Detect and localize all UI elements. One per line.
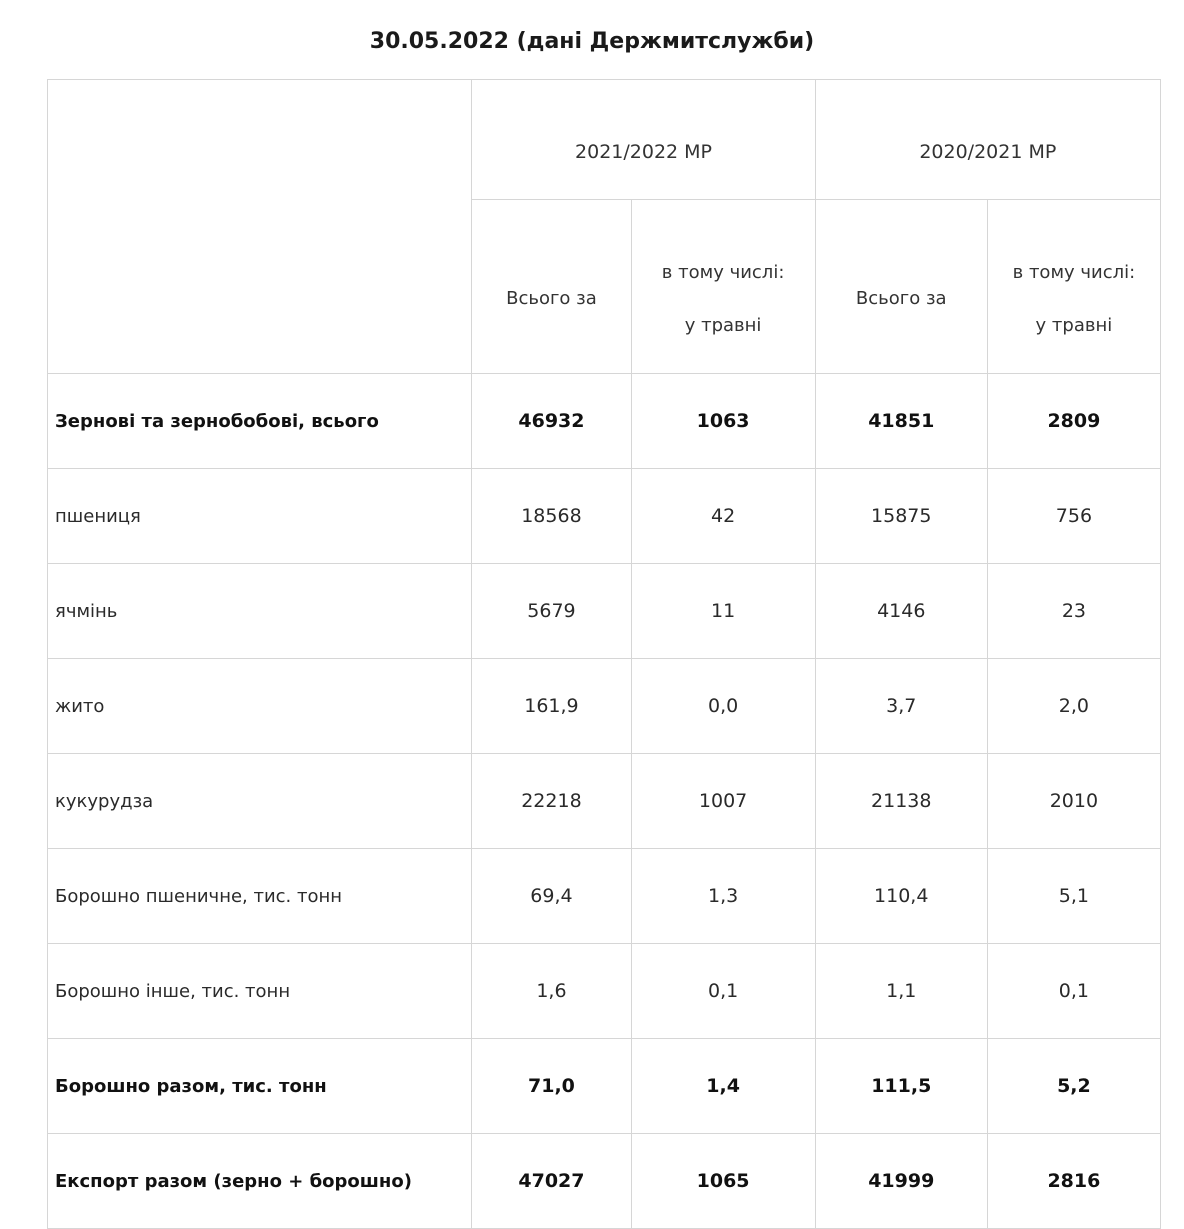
period-header-2021-2022: 2021/2022 МР: [472, 80, 815, 200]
period-header-2020-2021: 2020/2021 МР: [815, 80, 1160, 200]
subheader-total-2021-2022: [472, 200, 631, 374]
cell-may-2021-2022: 1007: [631, 754, 815, 849]
row-label: ячмінь: [48, 564, 472, 659]
cell-total-2020-2021: 111,5: [815, 1039, 987, 1134]
row-label: Борошно разом, тис. тонн: [48, 1039, 472, 1134]
subheader-line1: Всього за: [506, 288, 597, 309]
cell-may-2021-2022: 1065: [631, 1134, 815, 1229]
cell-may-2020-2021: 2010: [987, 754, 1160, 849]
cell-may-2021-2022: 0,1: [631, 944, 815, 1039]
row-label: кукурудза: [48, 754, 472, 849]
export-table: [47, 79, 1161, 1229]
cell-total-2020-2021: 41851: [815, 374, 987, 469]
table-row-flour-total: [48, 1039, 1161, 1134]
cell-total-2020-2021: 110,4: [815, 849, 987, 944]
table-row-barley: [48, 564, 1161, 659]
cell-total-2021-2022: 69,4: [472, 849, 631, 944]
table-row-grains-total: [48, 374, 1161, 469]
table-row-wheat: [48, 469, 1161, 564]
cell-may-2020-2021: 5,2: [987, 1039, 1160, 1134]
cell-may-2021-2022: 42: [631, 469, 815, 564]
cell-total-2021-2022: 1,6: [472, 944, 631, 1039]
cell-total-2020-2021: 41999: [815, 1134, 987, 1229]
subheader-may-2020-2021: [987, 200, 1160, 374]
row-label: жито: [48, 659, 472, 754]
cell-total-2020-2021: 21138: [815, 754, 987, 849]
cell-may-2021-2022: 1,4: [631, 1039, 815, 1134]
table-row-export-total: [48, 1134, 1161, 1229]
subheader-line2: у травні: [684, 314, 762, 336]
subheader-line1: в тому числі:: [1012, 261, 1136, 283]
row-label: пшениця: [48, 469, 472, 564]
subheader-may-2021-2022: [631, 200, 815, 374]
cell-may-2020-2021: 2809: [987, 374, 1160, 469]
cell-total-2021-2022: 5679: [472, 564, 631, 659]
cell-total-2020-2021: 15875: [815, 469, 987, 564]
cell-may-2020-2021: 756: [987, 469, 1160, 564]
cell-total-2020-2021: 3,7: [815, 659, 987, 754]
cell-may-2020-2021: 5,1: [987, 849, 1160, 944]
cell-may-2020-2021: 0,1: [987, 944, 1160, 1039]
cell-total-2021-2022: 161,9: [472, 659, 631, 754]
subheader-total-2020-2021: [815, 200, 987, 374]
row-label: Борошно інше, тис. тонн: [48, 944, 472, 1039]
cell-total-2021-2022: 71,0: [472, 1039, 631, 1134]
table-row-rye: [48, 659, 1161, 754]
cell-total-2021-2022: 22218: [472, 754, 631, 849]
cell-may-2021-2022: 1,3: [631, 849, 815, 944]
cell-may-2021-2022: 0,0: [631, 659, 815, 754]
table-row-other-flour: [48, 944, 1161, 1039]
row-label: Експорт разом (зерно + борошно): [48, 1134, 472, 1229]
table-row-wheat-flour: [48, 849, 1161, 944]
cell-total-2020-2021: 1,1: [815, 944, 987, 1039]
subheader-line2: у травні: [1035, 314, 1113, 336]
cell-total-2021-2022: 47027: [472, 1134, 631, 1229]
row-label: Борошно пшеничне, тис. тонн: [48, 849, 472, 944]
subheader-line1: Всього за: [855, 288, 947, 309]
subheader-line1: в тому числі:: [661, 261, 785, 283]
cell-may-2020-2021: 2816: [987, 1134, 1160, 1229]
cell-total-2021-2022: 46932: [472, 374, 631, 469]
table-row-corn: [48, 754, 1161, 849]
cell-may-2021-2022: 11: [631, 564, 815, 659]
cell-total-2021-2022: 18568: [472, 469, 631, 564]
cell-may-2020-2021: 23: [987, 564, 1160, 659]
cell-may-2020-2021: 2,0: [987, 659, 1160, 754]
header-empty-cell: [48, 80, 472, 374]
page-title: 30.05.2022 (дані Держмитслужби): [369, 29, 815, 54]
header-row-periods: [48, 80, 1161, 200]
cell-total-2020-2021: 4146: [815, 564, 987, 659]
cell-may-2021-2022: 1063: [631, 374, 815, 469]
row-label: Зернові та зернобобові, всього: [48, 374, 472, 469]
